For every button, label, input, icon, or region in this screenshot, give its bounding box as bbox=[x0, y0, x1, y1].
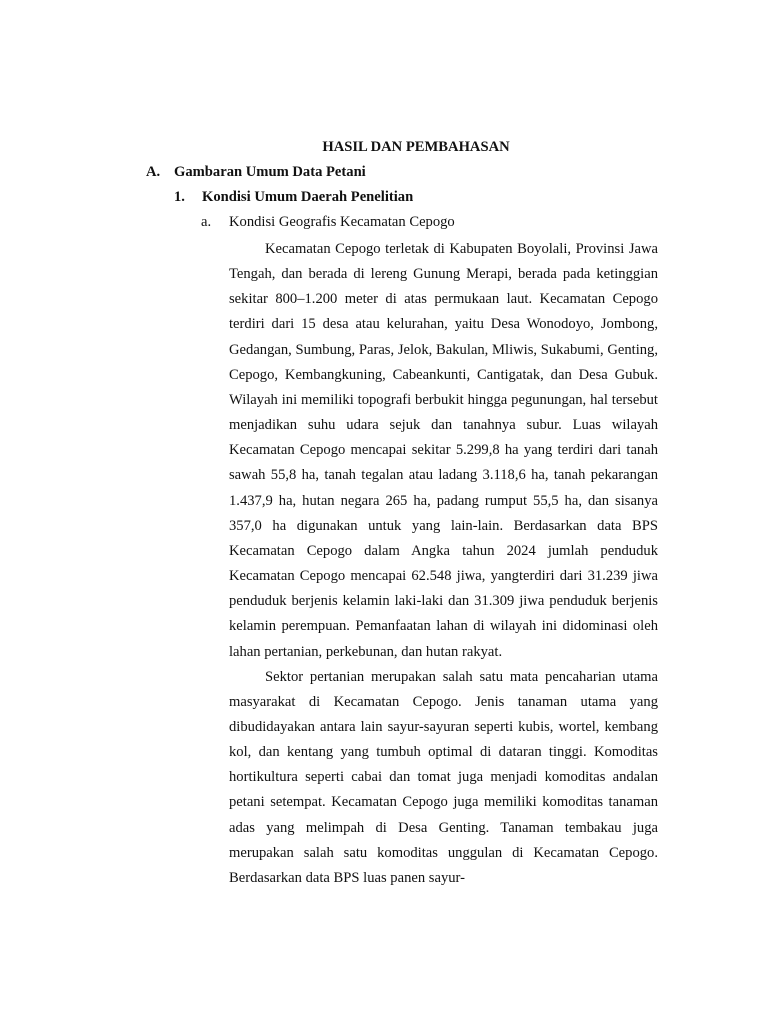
document-title: HASIL DAN PEMBAHASAN bbox=[322, 139, 510, 155]
section-title: Gambaran Umum Data Petani bbox=[174, 164, 366, 180]
section-marker: A. bbox=[146, 164, 161, 180]
subsection-marker: 1. bbox=[174, 189, 185, 205]
subsubsection-title: Kondisi Geografis Kecamatan Cepogo bbox=[229, 214, 455, 230]
body-text bbox=[229, 237, 658, 891]
paragraph-geography: Kecamatan Cepogo terletak di Kabupaten Boyolali, Provinsi Jawa Tengah, dan berada di lereng Gunung Merapi, berada pada ketinggian sekitar 800–1.200 meter di atas permukaan laut. Kecamatan Cepogo terdiri dari 15 desa atau kelurahan, yaitu Desa Wonodoyo, Jombong, Gedangan, Sumbung, Paras, Jelok, Bakulan, Mliwis, Sukabumi, Genting, Cepogo, Kembangkuning, Cabeankunti, Cantigatak, dan Desa Gubuk. Wilayah ini memiliki topografi berbukit hingga pegunungan, hal tersebut menjadikan suhu udara sejuk dan tanahnya subur. Luas wilayah Kecamatan Cepogo mencapai sekitar 5.299,8 ha yang terdiri dari tanah sawah 55,8 ha, tanah tegalan atau ladang 3.118,6 ha, tanah pekarangan 1.437,9 ha, hutan negara 265 ha, padang rumput 55,5 ha, dan sisanya 357,0 ha digunakan untuk yang lain-lain. Berdasarkan data BPS Kecamatan Cepogo dalam Angka tahun 2024 jumlah penduduk Kecamatan Cepogo mencapai 62.548 jiwa, yangterdiri dari 31.239 jiwa penduduk berjenis kelamin laki-laki dan 31.309 jiwa penduduk berjenis kelamin perempuan. Pemanfaatan lahan di wilayah ini didominasi oleh lahan pertanian, perkebunan, dan hutan rakyat. bbox=[229, 241, 658, 660]
section-heading bbox=[146, 162, 366, 182]
paragraph-agriculture: Sektor pertanian merupakan salah satu mata pencaharian utama masyarakat di Kecamatan Cepogo. Jenis tanaman utama yang dibudidayakan antara lain sayur-sayuran seperti kubis, wortel, kembang kol, dan kentang yang tumbuh optimal di dataran tinggi. Komoditas hortikultura seperti cabai dan tomat juga menjadi komoditas andalan petani setempat. Kecamatan Cepogo juga memiliki komoditas tanaman adas yang melimpah di Desa Genting. Tanaman tembakau juga merupakan salah satu komoditas unggulan di Kecamatan Cepogo. Berdasarkan data BPS luas panen sayur- bbox=[229, 668, 658, 886]
subsubsection-marker: a. bbox=[201, 214, 212, 230]
subsubsection-heading bbox=[201, 212, 455, 232]
subsection-title: Kondisi Umum Daerah Penelitian bbox=[202, 189, 414, 205]
subsection-heading bbox=[174, 187, 413, 207]
